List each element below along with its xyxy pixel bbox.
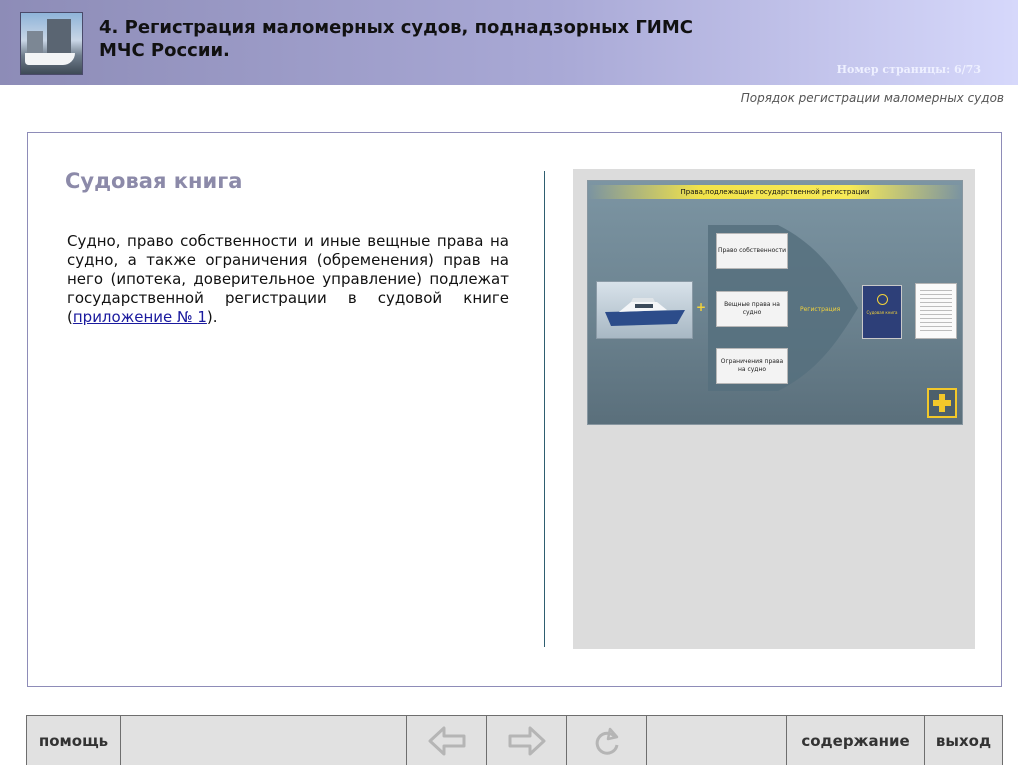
- registration-diagram[interactable]: [587, 180, 963, 425]
- property-rights-box: Вещные права на судно: [716, 291, 788, 327]
- zoom-button[interactable]: [927, 388, 957, 418]
- document-page: [915, 283, 957, 339]
- breadcrumb: Порядок регистрации маломерных судов: [740, 91, 1004, 105]
- back-button[interactable]: [406, 716, 486, 765]
- help-button[interactable]: помощь: [26, 716, 120, 765]
- header-bar: [0, 0, 1018, 85]
- page-number: Номер страницы: 6/73: [836, 63, 981, 76]
- body-text: Судно, право собственности и иные вещные права на судно, а также ограничения (обременения) прав на него (ипотека, доверительное управление) подлежат государственной регистрации в судовой книге (приложение № 1).: [67, 232, 509, 326]
- nav-spacer: [120, 716, 406, 765]
- plus-sign: +: [696, 300, 707, 314]
- restrictions-box: Ограничения права на судно: [716, 348, 788, 384]
- illustration-panel: [573, 169, 975, 649]
- vertical-divider: [544, 171, 545, 647]
- ship-book: Судовая книга: [862, 285, 902, 339]
- nav-spacer-2: [646, 716, 786, 765]
- exit-button[interactable]: выход: [924, 716, 1003, 765]
- bottom-nav: [26, 715, 1003, 765]
- yacht-image: [596, 281, 693, 339]
- arrow-right-icon: [506, 723, 548, 759]
- diagram-title: Права,подлежащие государственной регистрации: [588, 185, 962, 199]
- yacht-icon: [597, 282, 692, 338]
- section-title: Судовая книга: [65, 169, 243, 193]
- appendix-link[interactable]: приложение № 1: [72, 308, 207, 326]
- plus-icon: [929, 390, 955, 416]
- arrow-left-icon: [426, 723, 468, 759]
- content-frame: [27, 132, 1002, 687]
- right-ownership-box: Право собственности: [716, 233, 788, 269]
- registration-label: Регистрация: [800, 306, 841, 313]
- contents-button[interactable]: содержание: [786, 716, 924, 765]
- reload-button[interactable]: [566, 716, 646, 765]
- forward-button[interactable]: [486, 716, 566, 765]
- header-thumbnail-image: [20, 12, 83, 75]
- reload-icon: [591, 723, 623, 759]
- page-title: 4. Регистрация маломерных судов, поднадзорных ГИМС МЧС России.: [99, 17, 693, 61]
- emblem-icon: [877, 294, 888, 305]
